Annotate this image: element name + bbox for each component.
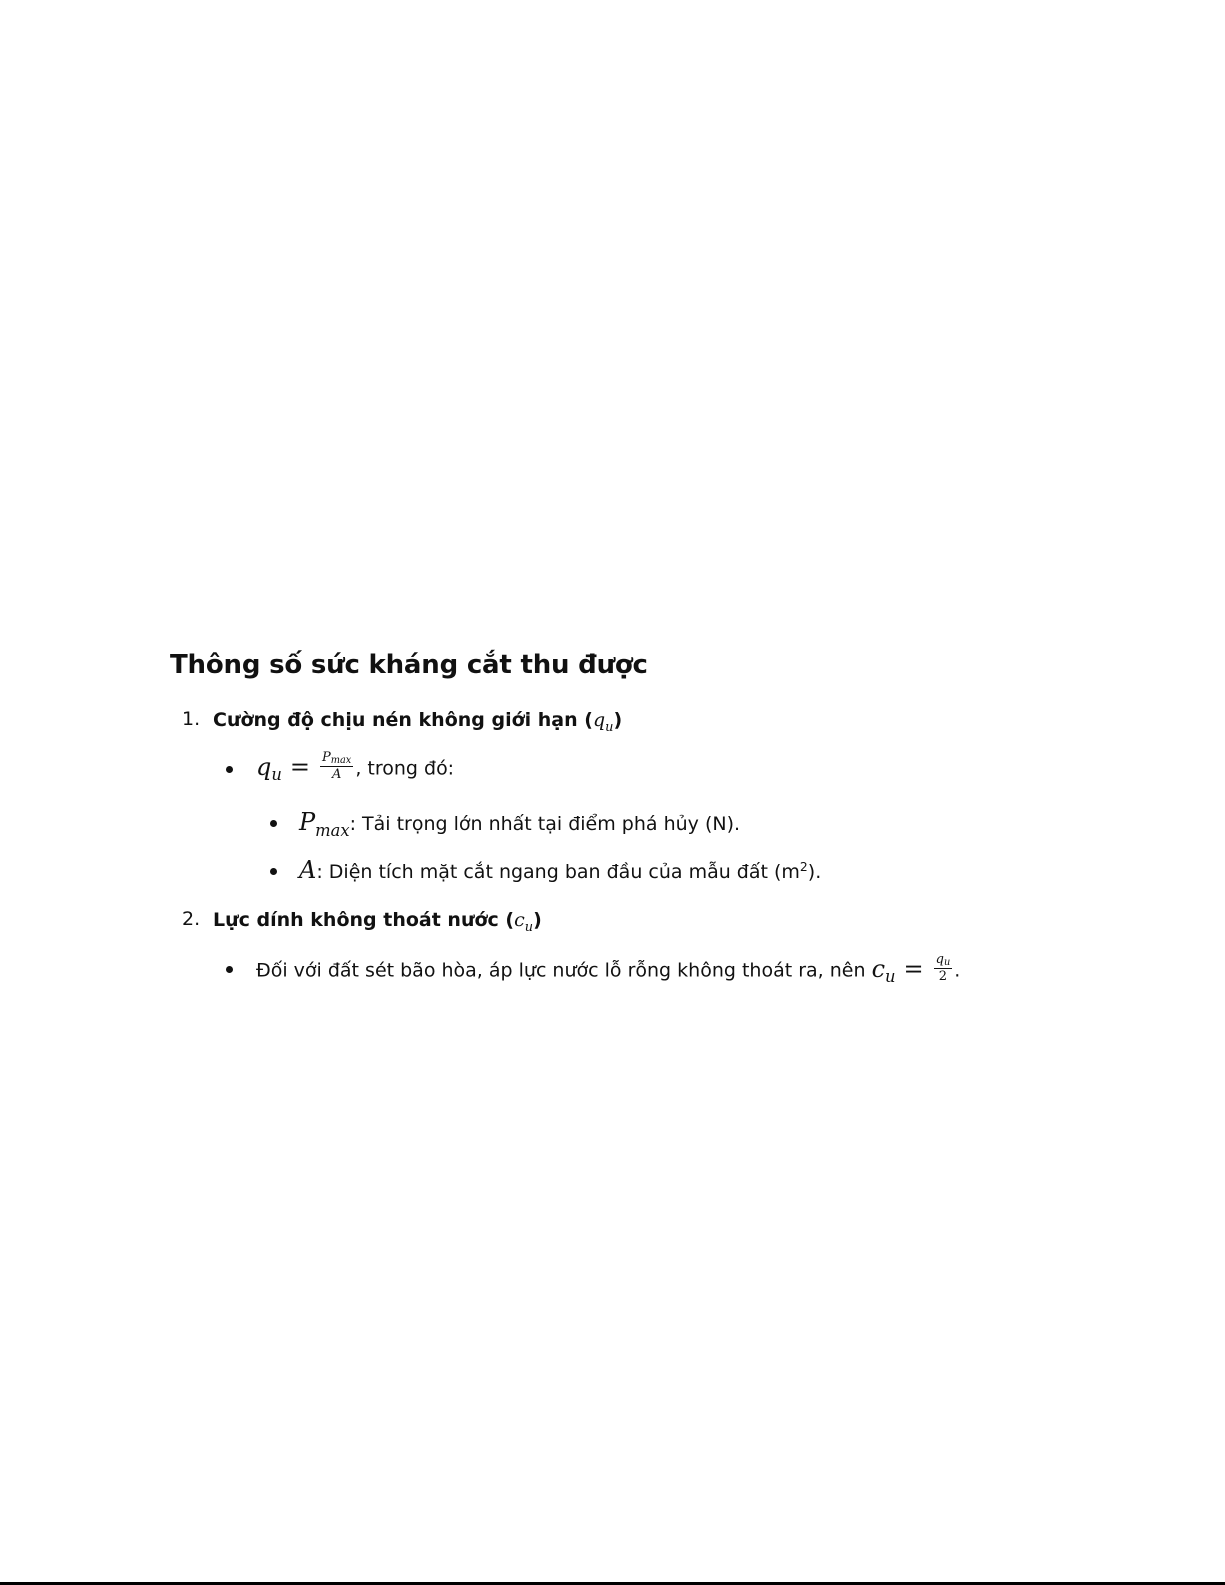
item-1-title-symbol: $q_u$ [592, 709, 614, 735]
bullet-formula [226, 766, 233, 773]
def-area-unit-sup: 2 [799, 860, 808, 875]
cu-note [256, 952, 961, 987]
formula-fraction [320, 751, 353, 781]
list-number-1: 1. [182, 708, 201, 730]
cu-note-fraction [934, 953, 953, 983]
cu-note-text: Đối với đất sét bão hòa, áp lực nước lỗ rỗng không thoát ra, nên [256, 959, 872, 982]
formula-lhs: $q_u$ [256, 752, 282, 785]
item-1-title-text: Cường độ chịu nén không giới hạn ( [213, 709, 593, 731]
def-area-text: : Diện tích mặt cắt ngang ban đầu của mẫu đất (m [316, 861, 800, 883]
bullet-cu-note [226, 966, 233, 973]
def-area [299, 858, 821, 882]
bullet-def-pmax [270, 820, 277, 827]
def-pmax-text: : Tải trọng lớn nhất tại điểm phá hủy (N). [349, 813, 741, 835]
item-2-title-close: ) [533, 909, 542, 931]
item-1-title [213, 709, 623, 735]
section-heading: Thông số sức kháng cắt thu được [170, 650, 648, 680]
bullet-def-area [270, 868, 277, 875]
cu-note-trailing: . [954, 959, 961, 982]
cu-note-lhs: $c_u$ [871, 954, 896, 987]
item-2-title-symbol: $c_u$ [514, 909, 534, 935]
formula-trailing: , trong đó: [355, 757, 455, 780]
list-number-2: 2. [182, 908, 201, 930]
item-2-title-text: Lực dính không thoát nước ( [213, 909, 515, 931]
cu-note-equals: = [903, 954, 924, 983]
fraction-denominator: A [331, 766, 342, 782]
def-pmax [299, 808, 741, 840]
def-area-symbol: A [299, 856, 317, 884]
formula-equals: = [289, 752, 310, 781]
fraction-numerator: Pmax [322, 750, 352, 767]
item-2-title [213, 909, 542, 935]
cu-fraction-denominator: 2 [938, 968, 948, 984]
cu-fraction-numerator: qu [935, 952, 951, 969]
qu-formula [256, 750, 455, 785]
def-pmax-symbol: $P_{max}$ [299, 808, 350, 840]
def-area-text-end: ). [807, 861, 822, 883]
item-1-title-close: ) [613, 709, 623, 731]
